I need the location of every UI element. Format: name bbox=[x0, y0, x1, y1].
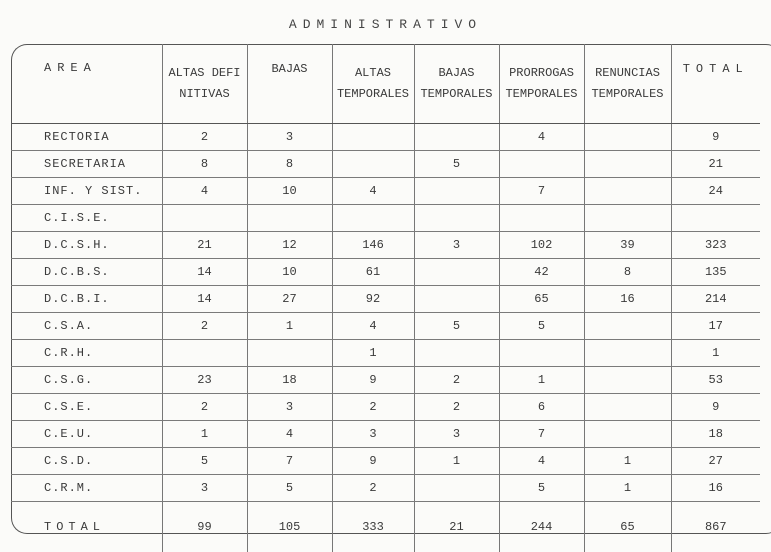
value-cell bbox=[584, 151, 671, 178]
value-cell bbox=[332, 151, 414, 178]
table-row bbox=[11, 178, 760, 205]
total-cell: 16 bbox=[671, 475, 760, 502]
value-cell: 1 bbox=[247, 313, 332, 340]
value-cell: 92 bbox=[332, 286, 414, 313]
value-cell bbox=[414, 475, 499, 502]
total-cell: 135 bbox=[671, 259, 760, 286]
value-cell bbox=[414, 205, 499, 232]
total-cell: 17 bbox=[671, 313, 760, 340]
value-cell bbox=[499, 340, 584, 367]
value-cell: 39 bbox=[584, 232, 671, 259]
value-cell bbox=[162, 205, 247, 232]
total-cell: 867 bbox=[671, 502, 760, 552]
value-cell: 4 bbox=[247, 421, 332, 448]
area-cell: C.S.D. bbox=[11, 448, 162, 475]
area-cell: SECRETARIA bbox=[11, 151, 162, 178]
value-cell: 3 bbox=[247, 124, 332, 151]
value-cell: 5 bbox=[162, 448, 247, 475]
value-cell: 333 bbox=[332, 502, 414, 552]
value-cell: 4 bbox=[499, 124, 584, 151]
value-cell: 9 bbox=[332, 448, 414, 475]
table-row bbox=[11, 475, 760, 502]
value-cell: 105 bbox=[247, 502, 332, 552]
value-cell: 16 bbox=[584, 286, 671, 313]
value-cell: 4 bbox=[499, 448, 584, 475]
value-cell: 7 bbox=[499, 421, 584, 448]
total-cell: 24 bbox=[671, 178, 760, 205]
header-bajas: BAJAS bbox=[247, 44, 332, 124]
area-cell: C.S.G. bbox=[11, 367, 162, 394]
table-row bbox=[11, 367, 760, 394]
value-cell: 42 bbox=[499, 259, 584, 286]
value-cell: 14 bbox=[162, 286, 247, 313]
value-cell: 2 bbox=[332, 475, 414, 502]
value-cell bbox=[247, 205, 332, 232]
header-altas-definitivas: ALTAS DEFI NITIVAS bbox=[162, 44, 247, 124]
area-cell: C.R.M. bbox=[11, 475, 162, 502]
value-cell bbox=[162, 340, 247, 367]
value-cell: 1 bbox=[414, 448, 499, 475]
value-cell: 21 bbox=[414, 502, 499, 552]
value-cell: 21 bbox=[162, 232, 247, 259]
header-total: TOTAL bbox=[671, 44, 760, 124]
area-cell: D.C.B.I. bbox=[11, 286, 162, 313]
total-cell: 9 bbox=[671, 394, 760, 421]
value-cell: 3 bbox=[332, 421, 414, 448]
value-cell: 146 bbox=[332, 232, 414, 259]
value-cell: 3 bbox=[247, 394, 332, 421]
area-cell: RECTORIA bbox=[11, 124, 162, 151]
data-table bbox=[11, 44, 760, 552]
table-row bbox=[11, 313, 760, 340]
value-cell: 1 bbox=[332, 340, 414, 367]
total-cell: 21 bbox=[671, 151, 760, 178]
value-cell: 2 bbox=[414, 367, 499, 394]
value-cell: 8 bbox=[247, 151, 332, 178]
table-row bbox=[11, 394, 760, 421]
area-cell: D.C.B.S. bbox=[11, 259, 162, 286]
area-cell: TOTAL bbox=[11, 502, 162, 552]
total-cell bbox=[671, 205, 760, 232]
value-cell: 8 bbox=[584, 259, 671, 286]
value-cell bbox=[247, 340, 332, 367]
header-prorrogas-temporales: PRORROGAS TEMPORALES bbox=[499, 44, 584, 124]
value-cell bbox=[584, 313, 671, 340]
value-cell: 4 bbox=[162, 178, 247, 205]
value-cell: 6 bbox=[499, 394, 584, 421]
value-cell: 65 bbox=[499, 286, 584, 313]
value-cell: 12 bbox=[247, 232, 332, 259]
value-cell: 5 bbox=[247, 475, 332, 502]
value-cell: 61 bbox=[332, 259, 414, 286]
value-cell: 4 bbox=[332, 178, 414, 205]
value-cell bbox=[584, 367, 671, 394]
value-cell: 3 bbox=[414, 232, 499, 259]
value-cell bbox=[584, 205, 671, 232]
total-cell: 53 bbox=[671, 367, 760, 394]
value-cell: 7 bbox=[499, 178, 584, 205]
value-cell: 1 bbox=[584, 475, 671, 502]
value-cell bbox=[414, 259, 499, 286]
total-cell: 214 bbox=[671, 286, 760, 313]
value-cell bbox=[584, 124, 671, 151]
value-cell: 2 bbox=[414, 394, 499, 421]
value-cell: 9 bbox=[332, 367, 414, 394]
total-row bbox=[11, 502, 760, 552]
value-cell: 1 bbox=[499, 367, 584, 394]
value-cell bbox=[332, 205, 414, 232]
total-cell: 27 bbox=[671, 448, 760, 475]
page-title: ADMINISTRATIVO bbox=[0, 17, 771, 32]
value-cell: 1 bbox=[162, 421, 247, 448]
value-cell bbox=[414, 340, 499, 367]
value-cell: 23 bbox=[162, 367, 247, 394]
value-cell bbox=[584, 394, 671, 421]
value-cell: 102 bbox=[499, 232, 584, 259]
value-cell: 5 bbox=[414, 313, 499, 340]
value-cell bbox=[332, 124, 414, 151]
value-cell: 2 bbox=[332, 394, 414, 421]
value-cell: 3 bbox=[414, 421, 499, 448]
header-row bbox=[11, 44, 760, 124]
area-cell: C.I.S.E. bbox=[11, 205, 162, 232]
value-cell bbox=[584, 178, 671, 205]
value-cell: 10 bbox=[247, 259, 332, 286]
total-cell: 323 bbox=[671, 232, 760, 259]
value-cell: 2 bbox=[162, 313, 247, 340]
value-cell: 65 bbox=[584, 502, 671, 552]
area-cell: C.E.U. bbox=[11, 421, 162, 448]
table-row bbox=[11, 205, 760, 232]
value-cell: 18 bbox=[247, 367, 332, 394]
value-cell: 27 bbox=[247, 286, 332, 313]
header-bajas-temporales: BAJAS TEMPORALES bbox=[414, 44, 499, 124]
total-cell: 18 bbox=[671, 421, 760, 448]
area-cell: C.R.H. bbox=[11, 340, 162, 367]
area-cell: C.S.E. bbox=[11, 394, 162, 421]
table-row bbox=[11, 232, 760, 259]
value-cell: 4 bbox=[332, 313, 414, 340]
value-cell: 5 bbox=[499, 475, 584, 502]
value-cell: 2 bbox=[162, 124, 247, 151]
value-cell bbox=[414, 286, 499, 313]
value-cell: 1 bbox=[584, 448, 671, 475]
header-altas-temporales: ALTAS TEMPORALES bbox=[332, 44, 414, 124]
table-row bbox=[11, 448, 760, 475]
value-cell: 14 bbox=[162, 259, 247, 286]
value-cell: 5 bbox=[499, 313, 584, 340]
value-cell bbox=[414, 178, 499, 205]
area-cell: INF. Y SIST. bbox=[11, 178, 162, 205]
table-row bbox=[11, 151, 760, 178]
value-cell: 8 bbox=[162, 151, 247, 178]
value-cell: 3 bbox=[162, 475, 247, 502]
value-cell bbox=[499, 151, 584, 178]
value-cell bbox=[584, 340, 671, 367]
value-cell bbox=[499, 205, 584, 232]
total-cell: 1 bbox=[671, 340, 760, 367]
value-cell: 7 bbox=[247, 448, 332, 475]
total-cell: 9 bbox=[671, 124, 760, 151]
value-cell: 5 bbox=[414, 151, 499, 178]
header-area: AREA bbox=[11, 44, 162, 124]
table-row bbox=[11, 340, 760, 367]
value-cell: 244 bbox=[499, 502, 584, 552]
value-cell: 10 bbox=[247, 178, 332, 205]
header-renuncias-temporales: RENUNCIAS TEMPORALES bbox=[584, 44, 671, 124]
table-row bbox=[11, 124, 760, 151]
value-cell: 99 bbox=[162, 502, 247, 552]
table-row bbox=[11, 286, 760, 313]
value-cell: 2 bbox=[162, 394, 247, 421]
area-cell: C.S.A. bbox=[11, 313, 162, 340]
table-row bbox=[11, 259, 760, 286]
value-cell bbox=[584, 421, 671, 448]
value-cell bbox=[414, 124, 499, 151]
area-cell: D.C.S.H. bbox=[11, 232, 162, 259]
table-row bbox=[11, 421, 760, 448]
